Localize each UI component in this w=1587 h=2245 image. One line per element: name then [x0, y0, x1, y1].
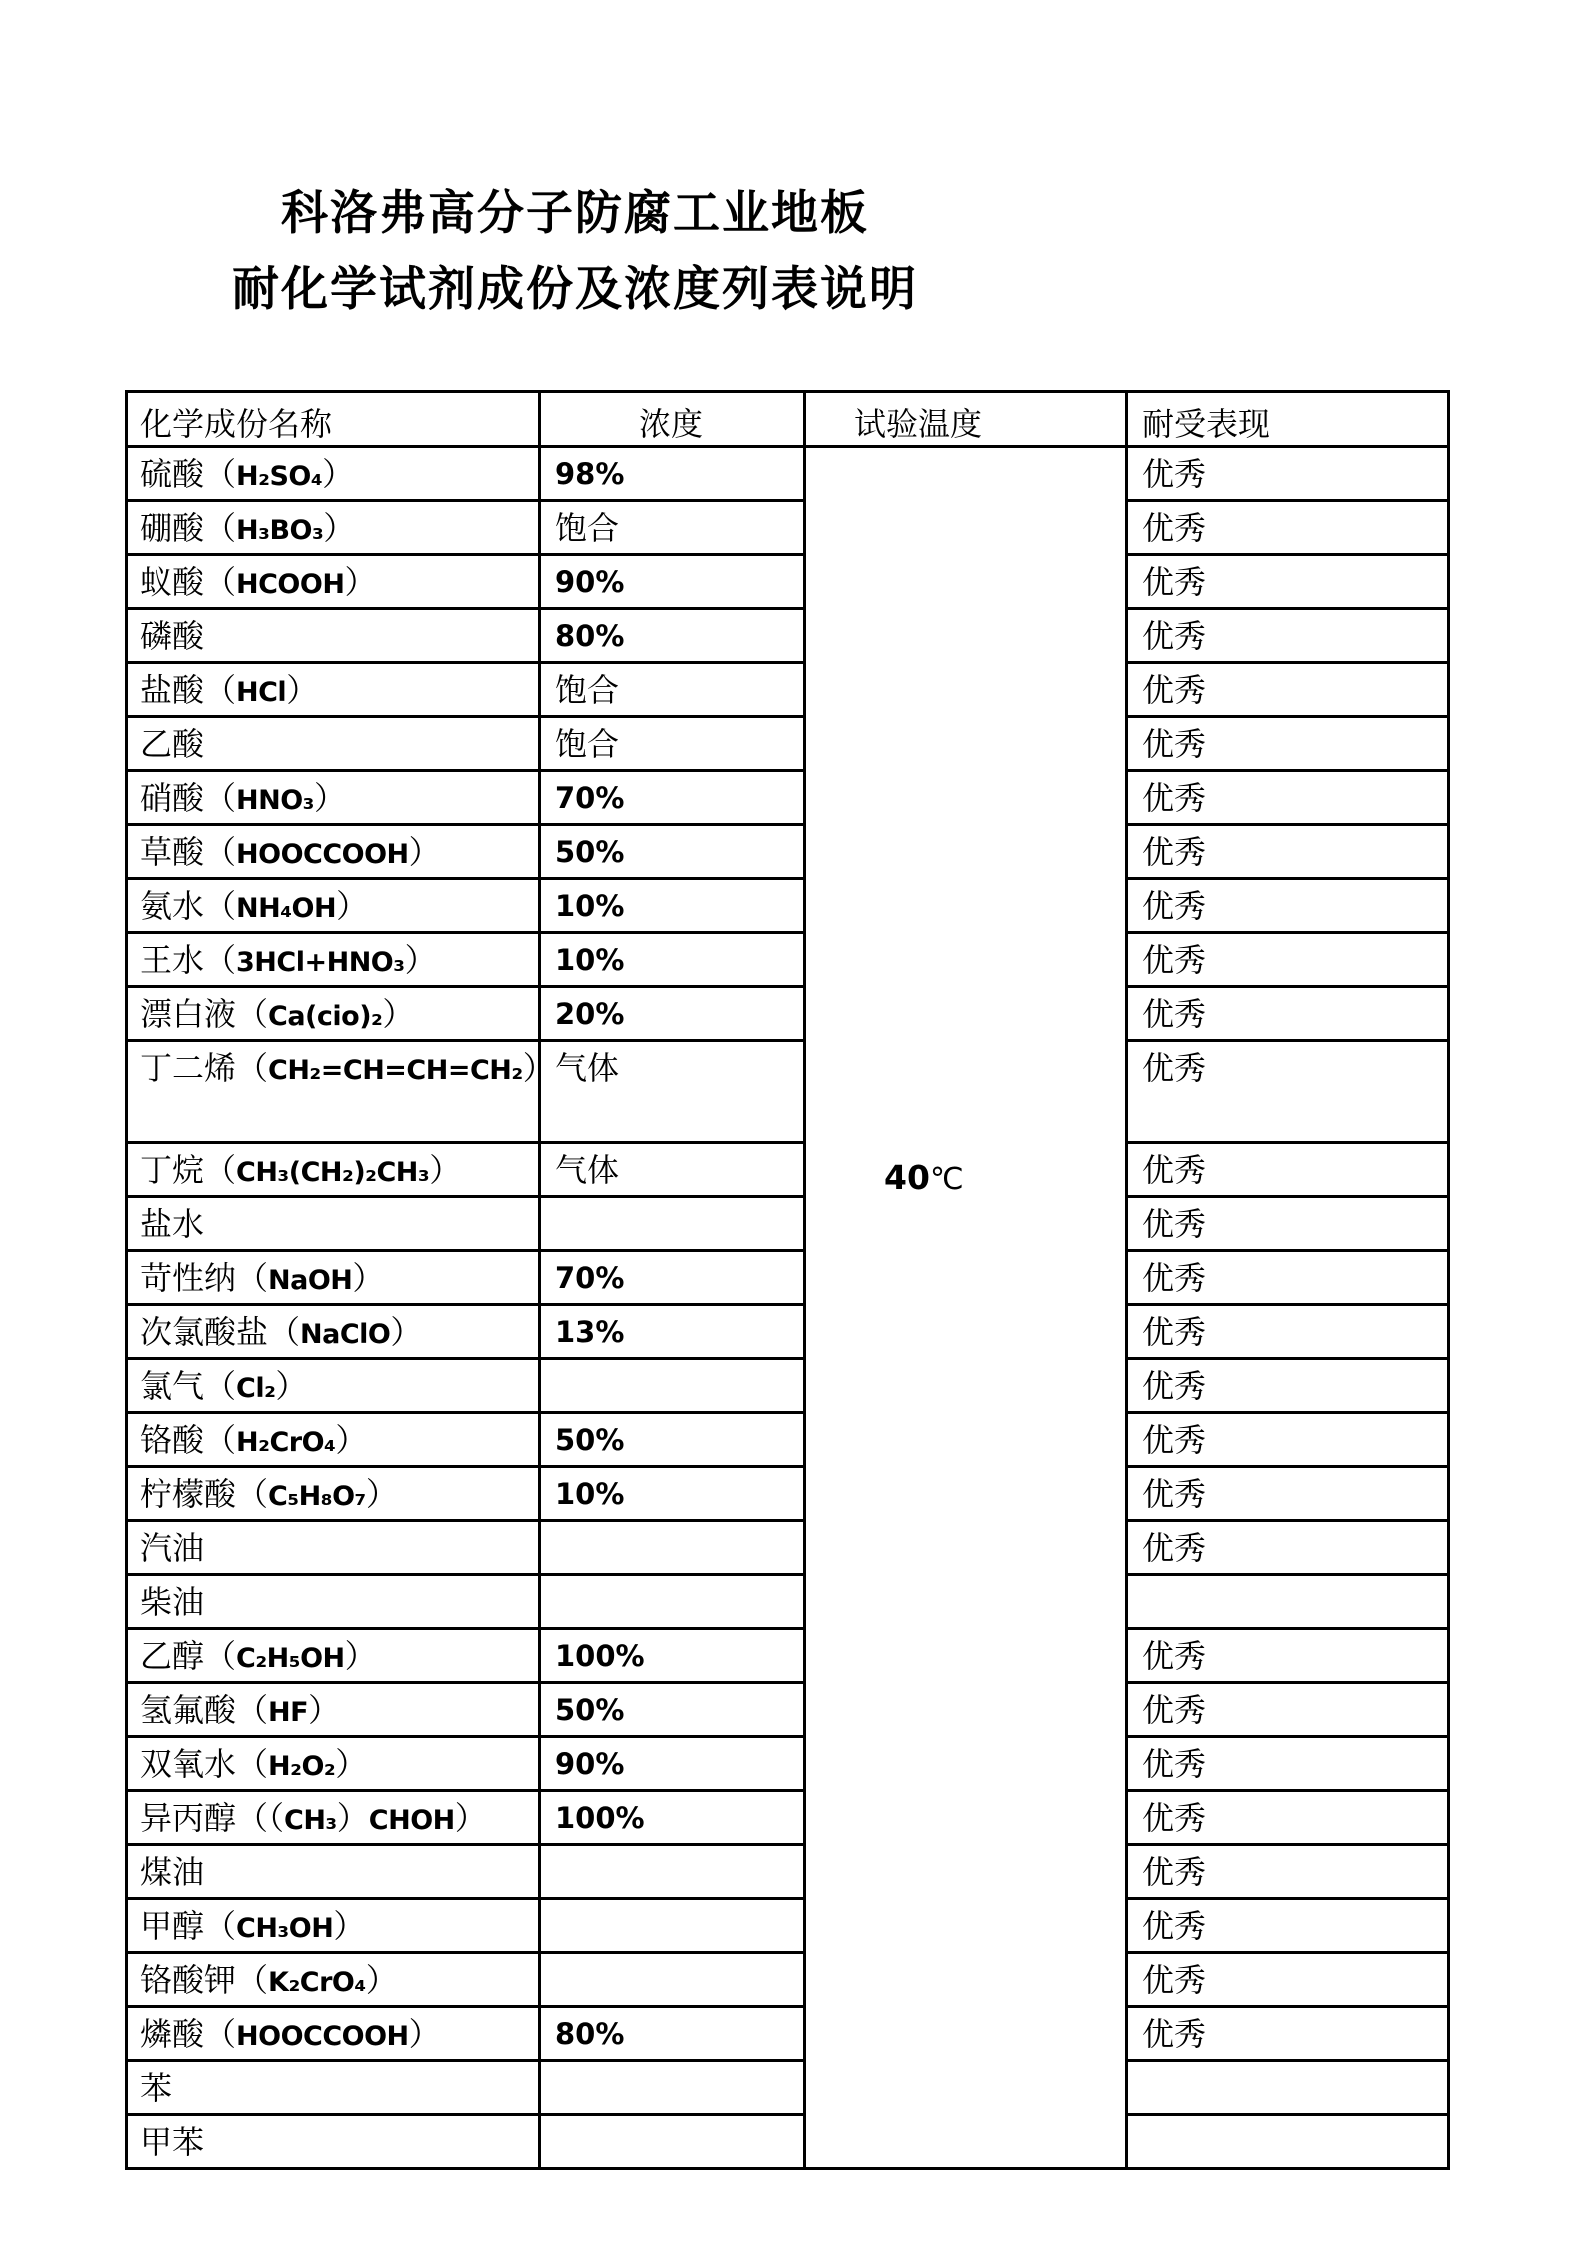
- table-row: [127, 1899, 1449, 1953]
- table-header: [127, 392, 1449, 447]
- concentration-value: 100%: [555, 1639, 645, 1673]
- performance-cell: [1127, 1197, 1449, 1251]
- formula-text: K₂CrO₄: [268, 1967, 366, 1998]
- document-title: [0, 176, 1150, 328]
- performance-cell: [1127, 2007, 1449, 2061]
- chinese-text: 异丙醇（（: [140, 1800, 285, 1836]
- performance-cell: [1127, 1305, 1449, 1359]
- concentration-value: 饱合: [555, 726, 620, 762]
- performance-cell: [1127, 555, 1449, 609]
- table-row: [127, 1575, 1449, 1629]
- chinese-text: ）: [336, 1800, 369, 1836]
- chinese-text: 苛性纳（: [140, 1260, 269, 1296]
- chemical-name-cell: [127, 771, 540, 825]
- concentration-value: 饱合: [555, 672, 620, 708]
- chinese-text: 铬酸钾（: [140, 1962, 269, 1998]
- performance-value: 优秀: [1142, 1746, 1207, 1782]
- performance-value: 优秀: [1142, 2016, 1207, 2052]
- table-row: [127, 2007, 1449, 2061]
- chinese-text: 柴油: [140, 1584, 205, 1620]
- table-body: [127, 447, 1449, 2169]
- table-row: [127, 1629, 1449, 1683]
- performance-cell: [1127, 1629, 1449, 1683]
- chemical-name-cell: [127, 1791, 540, 1845]
- chinese-text: 氨水（: [140, 888, 237, 924]
- table-row: [127, 609, 1449, 663]
- concentration-value: 50%: [555, 835, 625, 869]
- performance-value: 优秀: [1142, 1962, 1207, 1998]
- chemical-name-cell: [127, 1413, 540, 1467]
- header-performance: 耐受表现: [1127, 392, 1449, 447]
- concentration-cell: [540, 1413, 805, 1467]
- chinese-text: 氢氟酸（: [140, 1692, 269, 1728]
- concentration-value: 98%: [555, 457, 625, 491]
- chemical-name-cell: [127, 1521, 540, 1575]
- table-row: [127, 1845, 1449, 1899]
- chemical-name-cell: [127, 1305, 540, 1359]
- concentration-cell: [540, 933, 805, 987]
- concentration-cell: [540, 609, 805, 663]
- concentration-value: 90%: [555, 1747, 625, 1781]
- chinese-text: 盐水: [140, 1206, 205, 1242]
- chinese-text: ）: [522, 1050, 555, 1086]
- chemical-name-cell: [127, 1737, 540, 1791]
- concentration-cell: [540, 771, 805, 825]
- performance-value: 优秀: [1142, 618, 1207, 654]
- temperature-unit: ℃: [929, 1163, 964, 1196]
- header-concentration: 浓度: [540, 392, 805, 447]
- concentration-value: 13%: [555, 1315, 625, 1349]
- chemical-name-cell: [127, 447, 540, 501]
- header-test-temperature: 试验温度: [805, 392, 1127, 447]
- performance-value: 优秀: [1142, 1050, 1207, 1086]
- formula-text: CH₃OH: [236, 1913, 334, 1944]
- chemical-name-cell: [127, 1197, 540, 1251]
- chemical-name-cell: [127, 1359, 540, 1413]
- chemical-name-cell: [127, 1041, 555, 1143]
- performance-cell: [1127, 1413, 1449, 1467]
- formula-text: CH₃(CH₂)₂CH₃: [236, 1157, 430, 1188]
- chemical-name-cell: [127, 2115, 540, 2169]
- chinese-text: 丁二烯（: [140, 1050, 269, 1086]
- chinese-text: ）: [314, 780, 347, 816]
- concentration-cell: [540, 1737, 805, 1791]
- performance-value: 优秀: [1142, 1908, 1207, 1944]
- formula-text: H₂CrO₄: [236, 1427, 336, 1458]
- performance-cell: [1127, 2115, 1449, 2169]
- chinese-text: ）: [365, 1962, 398, 1998]
- chemical-name-cell: [127, 1899, 540, 1953]
- chinese-text: 磷酸: [140, 618, 205, 654]
- performance-value: 优秀: [1142, 834, 1207, 870]
- performance-value: 优秀: [1142, 1152, 1207, 1188]
- formula-text: CH₂=CH=CH=CH₂: [268, 1055, 523, 1086]
- concentration-value: 气体: [555, 1152, 620, 1188]
- chinese-text: ）: [322, 456, 355, 492]
- performance-cell: [1127, 717, 1449, 771]
- chinese-text: 硫酸（: [140, 456, 237, 492]
- table-header-row: [127, 392, 1449, 447]
- chinese-text: ）: [344, 1638, 377, 1674]
- chinese-text: 次氯酸盐（: [140, 1314, 301, 1350]
- concentration-value: 10%: [555, 943, 625, 977]
- chinese-text: ）: [323, 510, 356, 546]
- concentration-value: 80%: [555, 619, 625, 653]
- chemical-name-cell: [127, 2007, 540, 2061]
- temperature-number: 40: [884, 1158, 930, 1197]
- concentration-cell: [540, 663, 805, 717]
- concentration-cell: [540, 2007, 805, 2061]
- formula-text: NaOH: [268, 1265, 353, 1296]
- chinese-text: ）: [390, 1314, 423, 1350]
- concentration-cell: [540, 555, 805, 609]
- chinese-text: ）: [408, 834, 441, 870]
- performance-value: 优秀: [1142, 1854, 1207, 1890]
- concentration-value: 80%: [555, 2017, 625, 2051]
- performance-value: 优秀: [1142, 1692, 1207, 1728]
- performance-cell: [1127, 1575, 1449, 1629]
- concentration-cell: [540, 1899, 805, 1953]
- table-row: [127, 2061, 1449, 2115]
- concentration-value: 50%: [555, 1693, 625, 1727]
- concentration-value: 70%: [555, 781, 625, 815]
- table-row: [127, 933, 1449, 987]
- concentration-value: 50%: [555, 1423, 625, 1457]
- chinese-text: 燐酸（: [140, 2016, 237, 2052]
- formula-text: 3HCl+HNO₃: [236, 947, 405, 978]
- concentration-cell: [540, 1683, 805, 1737]
- performance-cell: [1127, 1041, 1449, 1143]
- performance-value: 优秀: [1142, 456, 1207, 492]
- chemical-name-cell: [127, 609, 540, 663]
- performance-value: 优秀: [1142, 1476, 1207, 1512]
- concentration-cell: [540, 1467, 805, 1521]
- table-row: [127, 1143, 1449, 1197]
- concentration-cell: [540, 1251, 805, 1305]
- performance-value: 优秀: [1142, 1800, 1207, 1836]
- table-row: [127, 1521, 1449, 1575]
- formula-text: NH₄OH: [236, 893, 337, 924]
- chinese-text: ）: [382, 996, 415, 1032]
- performance-value: 优秀: [1142, 1314, 1207, 1350]
- performance-value: 优秀: [1142, 1260, 1207, 1296]
- test-temperature-value: [884, 1158, 964, 1200]
- formula-text: CH₃: [284, 1805, 337, 1836]
- chinese-text: 甲苯: [140, 2124, 205, 2160]
- chemical-name-cell: [127, 663, 540, 717]
- performance-cell: [1127, 501, 1449, 555]
- chinese-text: 硝酸（: [140, 780, 237, 816]
- formula-text: HNO₃: [236, 785, 314, 816]
- chemical-name-cell: [127, 1467, 540, 1521]
- concentration-value: 10%: [555, 889, 625, 923]
- performance-value: 优秀: [1142, 510, 1207, 546]
- chinese-text: 柠檬酸（: [140, 1476, 269, 1512]
- header-chemical-name: 化学成份名称: [127, 392, 540, 447]
- table-row: [127, 1791, 1449, 1845]
- performance-cell: [1127, 879, 1449, 933]
- concentration-cell: [540, 2115, 805, 2169]
- concentration-cell: [540, 1521, 805, 1575]
- formula-text: HOOCCOOH: [236, 839, 409, 870]
- chinese-text: 乙酸: [140, 726, 205, 762]
- table-row: [127, 663, 1449, 717]
- formula-text: Ca(cio)₂: [268, 1001, 383, 1032]
- concentration-value: 10%: [555, 1477, 625, 1511]
- chinese-text: 硼酸（: [140, 510, 237, 546]
- chinese-text: ）: [275, 1368, 308, 1404]
- performance-value: 优秀: [1142, 1368, 1207, 1404]
- table-row: [127, 1467, 1449, 1521]
- formula-text: HCl: [236, 677, 287, 708]
- chinese-text: ）: [336, 888, 369, 924]
- formula-text: C₅H₈O₇: [268, 1481, 366, 1512]
- chemical-name-cell: [127, 933, 540, 987]
- chemical-name-cell: [127, 987, 540, 1041]
- formula-text: H₂O₂: [268, 1751, 336, 1782]
- formula-text: C₂H₅OH: [236, 1643, 345, 1674]
- concentration-value: 100%: [555, 1801, 645, 1835]
- table-row: [127, 771, 1449, 825]
- chemical-name-cell: [127, 825, 540, 879]
- chinese-text: 氯气（: [140, 1368, 237, 1404]
- chinese-text: ）: [344, 564, 377, 600]
- concentration-cell: [540, 1575, 805, 1629]
- chinese-text: 双氧水（: [140, 1746, 269, 1782]
- concentration-cell: [540, 717, 805, 771]
- concentration-cell: [540, 1359, 805, 1413]
- table-row: [127, 1359, 1449, 1413]
- table-row: [127, 2115, 1449, 2169]
- concentration-cell: [540, 1845, 805, 1899]
- temperature-cell: [805, 447, 1127, 2169]
- performance-cell: [1127, 1359, 1449, 1413]
- chemical-name-cell: [127, 1953, 540, 2007]
- performance-cell: [1127, 663, 1449, 717]
- concentration-cell: [540, 501, 805, 555]
- performance-cell: [1127, 825, 1449, 879]
- chinese-text: 苯: [140, 2070, 173, 2106]
- chinese-text: 蚁酸（: [140, 564, 237, 600]
- performance-cell: [1127, 1467, 1449, 1521]
- performance-value: 优秀: [1142, 888, 1207, 924]
- chemical-name-cell: [127, 1575, 540, 1629]
- concentration-value: 饱合: [555, 510, 620, 546]
- concentration-cell: [540, 1953, 805, 2007]
- chinese-text: ）: [335, 1746, 368, 1782]
- table-row: [127, 1305, 1449, 1359]
- chemical-resistance-table: [125, 390, 1450, 2170]
- chinese-text: 汽油: [140, 1530, 205, 1566]
- performance-value: 优秀: [1142, 942, 1207, 978]
- concentration-value: 20%: [555, 997, 625, 1031]
- performance-cell: [1127, 1521, 1449, 1575]
- chinese-text: ）: [429, 1152, 462, 1188]
- title-line-2: 耐化学试剂成份及浓度列表说明: [232, 264, 918, 316]
- concentration-cell: [540, 825, 805, 879]
- performance-value: 优秀: [1142, 1530, 1207, 1566]
- chinese-text: ）: [365, 1476, 398, 1512]
- chemical-name-cell: [127, 1683, 540, 1737]
- table-row: [127, 825, 1449, 879]
- performance-value: 优秀: [1142, 1206, 1207, 1242]
- concentration-cell: [540, 447, 805, 501]
- performance-value: 优秀: [1142, 996, 1207, 1032]
- chemical-name-cell: [127, 501, 540, 555]
- chemical-name-cell: [127, 555, 540, 609]
- concentration-cell: [540, 1305, 805, 1359]
- concentration-value: 90%: [555, 565, 625, 599]
- chinese-text: ）: [286, 672, 319, 708]
- chinese-text: 草酸（: [140, 834, 237, 870]
- concentration-cell: [540, 879, 805, 933]
- formula-text: HOOCCOOH: [236, 2021, 409, 2052]
- concentration-cell: [540, 1197, 805, 1251]
- table-row: [127, 501, 1449, 555]
- performance-cell: [1127, 1683, 1449, 1737]
- chemical-name-cell: [127, 717, 540, 771]
- table-row: [127, 1737, 1449, 1791]
- table-row: [127, 717, 1449, 771]
- performance-value: 优秀: [1142, 1638, 1207, 1674]
- formula-text: HF: [268, 1697, 309, 1728]
- chinese-text: ）: [404, 942, 437, 978]
- chinese-text: ）: [352, 1260, 385, 1296]
- table-row: [127, 1041, 1449, 1143]
- performance-cell: [1127, 771, 1449, 825]
- formula-text: NaClO: [300, 1319, 391, 1350]
- concentration-value: 70%: [555, 1261, 625, 1295]
- performance-cell: [1127, 1953, 1449, 2007]
- formula-text: CHOH: [368, 1805, 455, 1836]
- chinese-text: 盐酸（: [140, 672, 237, 708]
- table-row: [127, 1413, 1449, 1467]
- chinese-text: ）: [308, 1692, 341, 1728]
- concentration-value: 气体: [555, 1050, 620, 1086]
- formula-text: Cl₂: [236, 1373, 276, 1404]
- performance-cell: [1127, 1845, 1449, 1899]
- performance-cell: [1127, 2061, 1449, 2115]
- table-row: [127, 987, 1449, 1041]
- table-row: [127, 1683, 1449, 1737]
- table-row: [127, 555, 1449, 609]
- concentration-cell: [540, 1041, 805, 1143]
- table-row: [127, 879, 1449, 933]
- table-row: [127, 447, 1449, 501]
- table-row: [127, 1953, 1449, 2007]
- formula-text: H₃BO₃: [236, 515, 324, 546]
- chinese-text: 漂白液（: [140, 996, 269, 1032]
- formula-text: H₂SO₄: [236, 461, 323, 492]
- table-row: [127, 1197, 1449, 1251]
- chemical-name-cell: [127, 1251, 540, 1305]
- chinese-text: 丁烷（: [140, 1152, 237, 1188]
- chinese-text: ）: [333, 1908, 366, 1944]
- chinese-text: 煤油: [140, 1854, 205, 1890]
- table-row: [127, 1251, 1449, 1305]
- concentration-cell: [540, 1143, 805, 1197]
- performance-cell: [1127, 987, 1449, 1041]
- concentration-cell: [540, 1791, 805, 1845]
- performance-cell: [1127, 1899, 1449, 1953]
- performance-value: 优秀: [1142, 672, 1207, 708]
- performance-cell: [1127, 447, 1449, 501]
- concentration-cell: [540, 2061, 805, 2115]
- chinese-text: 王水（: [140, 942, 237, 978]
- performance-value: 优秀: [1142, 726, 1207, 762]
- performance-cell: [1127, 1791, 1449, 1845]
- performance-cell: [1127, 609, 1449, 663]
- performance-cell: [1127, 933, 1449, 987]
- concentration-cell: [540, 1629, 805, 1683]
- chinese-text: 铬酸（: [140, 1422, 237, 1458]
- performance-cell: [1127, 1737, 1449, 1791]
- performance-cell: [1127, 1143, 1449, 1197]
- chinese-text: 乙醇（: [140, 1638, 237, 1674]
- concentration-cell: [540, 987, 805, 1041]
- chemical-name-cell: [127, 1629, 540, 1683]
- chinese-text: ）: [335, 1422, 368, 1458]
- performance-value: 优秀: [1142, 1422, 1207, 1458]
- formula-text: HCOOH: [236, 569, 345, 600]
- title-line-1: 科洛弗高分子防腐工业地板: [281, 188, 869, 240]
- chinese-text: ）: [454, 1800, 487, 1836]
- performance-value: 优秀: [1142, 780, 1207, 816]
- chinese-text: ）: [408, 2016, 441, 2052]
- chemical-name-cell: [127, 1845, 540, 1899]
- chemical-name-cell: [127, 879, 540, 933]
- performance-value: 优秀: [1142, 564, 1207, 600]
- chemical-name-cell: [127, 1143, 540, 1197]
- performance-cell: [1127, 1251, 1449, 1305]
- chinese-text: 甲醇（: [140, 1908, 237, 1944]
- chemical-name-cell: [127, 2061, 540, 2115]
